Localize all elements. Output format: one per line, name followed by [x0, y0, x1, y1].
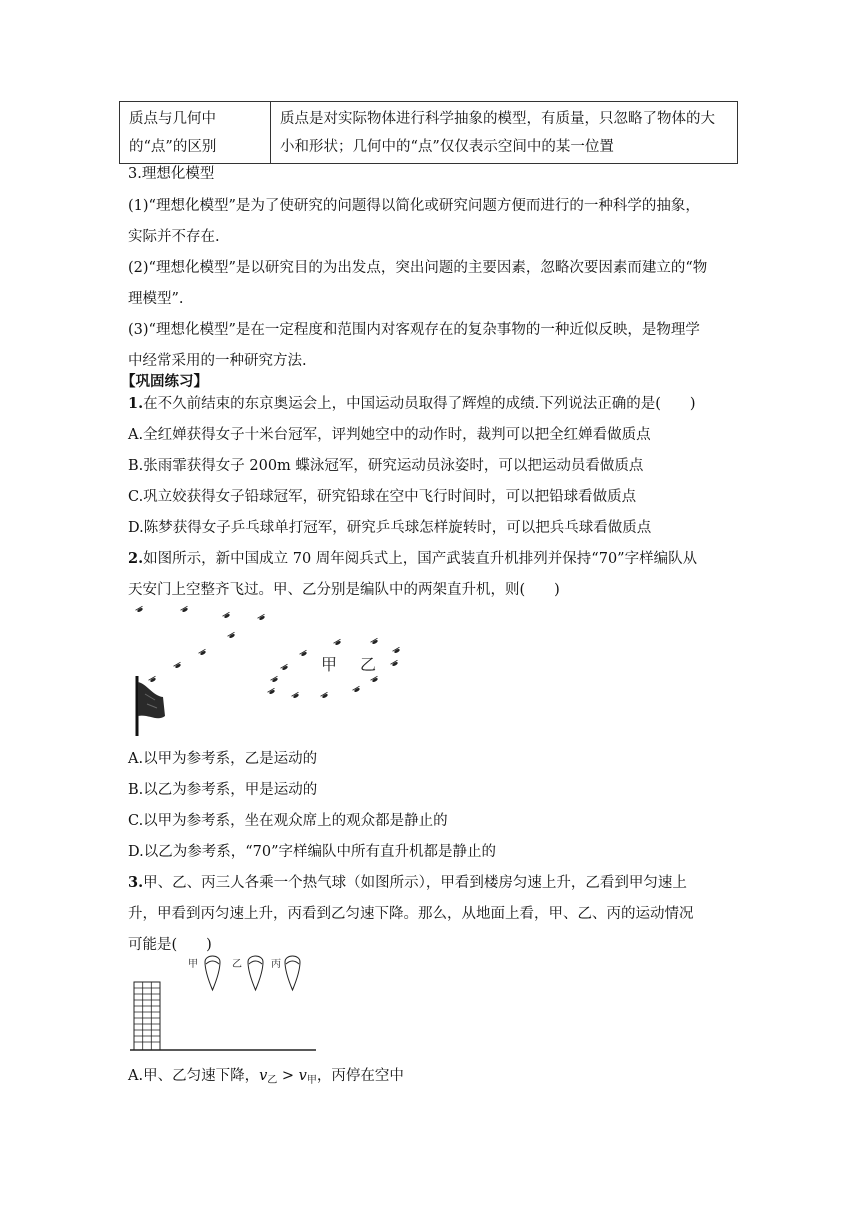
question-number: 2.: [128, 550, 144, 567]
question-2-stem-line-2: 天安门上空整齐飞过。甲、乙分别是编队中的两架直升机，则( ): [128, 582, 560, 598]
building-icon: [134, 982, 160, 1050]
balloon-jia-band: [206, 961, 219, 964]
question-text: 如图所示，新中国成立 70 周年阅兵式上，国产武装直升机排列并保持“70”字样编队从: [143, 551, 698, 567]
question-1-stem: [128, 394, 696, 414]
label-yi: 乙: [360, 655, 377, 674]
label-yi: 乙: [232, 959, 242, 970]
hot-air-balloon-figure: [128, 950, 323, 1056]
question-2-stem-line-1: [128, 549, 697, 569]
table-cell-explanation: 质点是对实际物体进行科学抽象的模型，有质量，只忽略了物体的大小和形状；几何中的“点”仅仅表示空间中的某一位置: [271, 102, 738, 164]
helicopter-icons: [136, 606, 402, 699]
question-2-option-b: B.以乙为参考系，甲是运动的: [128, 782, 318, 798]
question-3-stem-line-3: 可能是( ): [128, 937, 212, 953]
helicopter-formation-figure: [125, 596, 425, 746]
velocity-symbol: v: [259, 1068, 268, 1084]
paragraph-1-line-1: (1)“理想化模型”是为了使研究的问题得以简化或研究问题方便而进行的一种科学的抽象，: [128, 198, 700, 214]
balloon-bing-band: [286, 961, 299, 964]
question-2-option-a: A.以甲为参考系，乙是运动的: [128, 751, 318, 767]
question-3-stem-line-2: 升，甲看到丙匀速上升，丙看到乙匀速下降。那么，从地面上看，甲、乙、丙的运动情况: [128, 906, 694, 922]
question-2-option-d: D.以乙为参考系，“70”字样编队中所有直升机都是静止的: [128, 844, 496, 860]
velocity-symbol: v: [298, 1068, 307, 1084]
practice-heading: 【巩固练习】: [121, 373, 208, 390]
label-bing: 丙: [271, 959, 281, 970]
label-jia: 甲: [188, 959, 198, 970]
question-1-option-b: B.张雨霏获得女子 200m 蝶泳冠军，研究运动员泳姿时，可以把运动员看做质点: [128, 458, 644, 474]
question-text: 甲、乙、丙三人各乘一个热气球（如图所示），甲看到楼房匀速上升，乙看到甲匀速上: [143, 875, 687, 891]
paragraph-3-line-2: 中经常采用的一种研究方法.: [128, 353, 307, 369]
option-a-text: A.甲、乙匀速下降，: [128, 1068, 260, 1084]
option-a-tail: ，丙停在空中: [316, 1068, 404, 1084]
paragraph-2-line-1: (2)“理想化模型”是以研究目的为出发点，突出问题的主要因素，忽略次要因素而建立的“物: [128, 260, 708, 276]
question-3-stem-line-1: [128, 873, 687, 893]
paragraph-2-line-2: 理模型”.: [128, 291, 184, 307]
paragraph-3-line-1: (3)“理想化模型”是在一定程度和范围内对客观存在的复杂事物的一种近似反映，是物理学: [128, 322, 700, 338]
flag-icon: [137, 676, 165, 736]
balloon-icons: [205, 956, 300, 990]
balloon-yi-band: [249, 961, 262, 964]
paragraph-1-line-2: 实际并不存在.: [128, 229, 220, 245]
question-3-option-a: [128, 1066, 404, 1091]
question-number: 3.: [128, 874, 144, 891]
table-cell-term: 质点与几何中的“点”的区别: [120, 102, 271, 164]
velocity-subscript: 乙: [267, 1075, 278, 1086]
question-text: 在不久前结束的东京奥运会上，中国运动员取得了辉煌的成绩.下列说法正确的是( ): [143, 396, 696, 412]
velocity-subscript: 甲: [306, 1075, 317, 1086]
comparison-table: [119, 101, 738, 164]
table-row: [120, 102, 738, 164]
question-1-option-c: C.巩立姣获得女子铅球冠军，研究铅球在空中飞行时间时，可以把铅球看做质点: [128, 489, 637, 505]
greater-than: >: [277, 1068, 299, 1084]
section-heading-idealized-model: 3.理想化模型: [128, 166, 215, 182]
question-1-option-a: A.全红婵获得女子十米台冠军，评判她空中的动作时，裁判可以把全红婵看做质点: [128, 427, 651, 443]
label-jia: 甲: [321, 655, 338, 674]
question-number: 1.: [128, 395, 144, 412]
question-1-option-d: D.陈梦获得女子乒乓球单打冠军，研究乒乓球怎样旋转时，可以把兵乓球看做质点: [128, 520, 652, 536]
question-2-option-c: C.以甲为参考系，坐在观众席上的观众都是静止的: [128, 813, 448, 829]
